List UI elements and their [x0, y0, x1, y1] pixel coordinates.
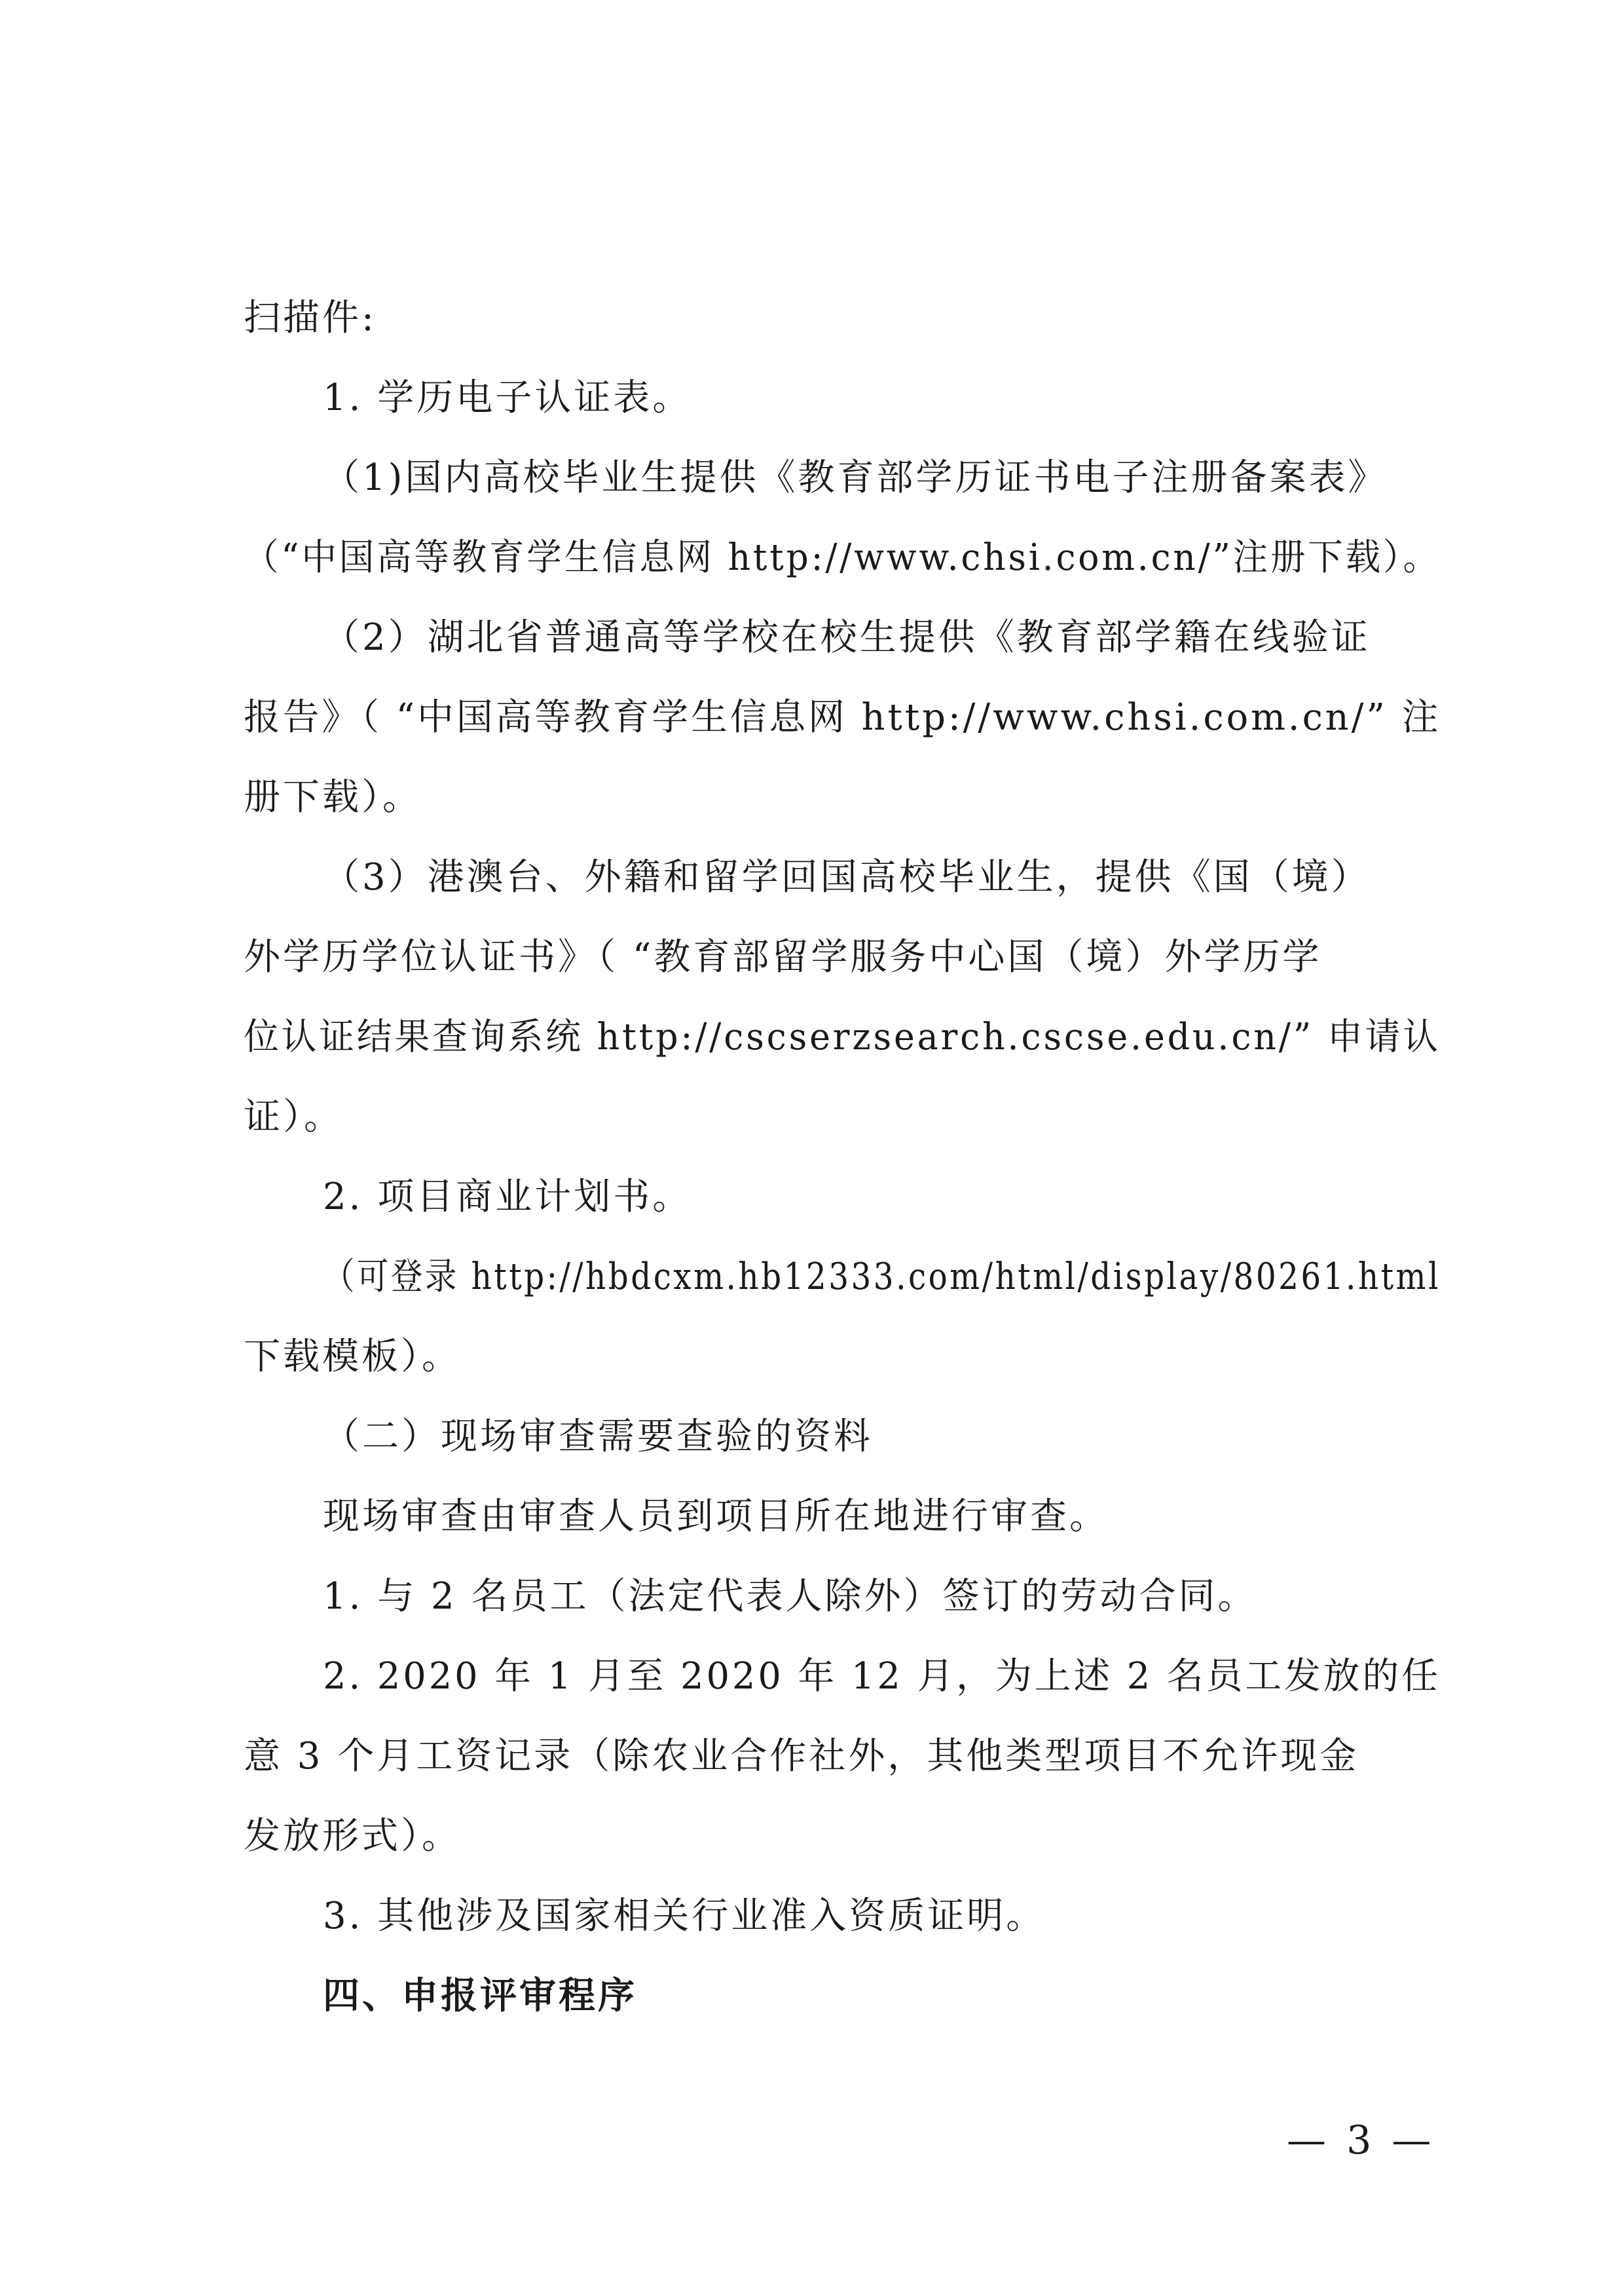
- text-line-17: 1. 与 2 名员工（法定代表人除外）签订的劳动合同。: [323, 1575, 1257, 1618]
- section-heading: 四、申报评审程序: [323, 1975, 637, 2017]
- text-line-15: （二）现场审查需要查验的资料: [323, 1415, 873, 1458]
- text-line-9: 外学历学位认证书》（ “教育部留学服务中心国（境）外学历学: [244, 936, 1322, 979]
- text-line-19: 意 3 个月工资记录（除农业合作社外，其他类型项目不允许现金: [244, 1735, 1359, 1778]
- text-line-12: 2. 项目商业计划书。: [323, 1176, 692, 1218]
- text-line-7: 册下载）。: [244, 776, 422, 819]
- text-line-20: 发放形式）。: [244, 1815, 461, 1857]
- text-line-6: 报告》（ “中国高等教育学生信息网 http://www.chsi.com.cn/” 注: [244, 696, 1441, 739]
- page-number: — 3 —: [1287, 2118, 1435, 2163]
- text-line-21: 3. 其他涉及国家相关行业准入资质证明。: [323, 1895, 1046, 1937]
- text-line-13: （可登录 http://hbdcxm.hb12333.com/html/display/80261.html: [323, 1256, 1441, 1298]
- text-line-16: 现场审查由审查人员到项目所在地进行审查。: [323, 1495, 1109, 1538]
- text-line-5: （2）湖北省普通高等学校在校生提供《教育部学籍在线验证: [323, 616, 1371, 659]
- text-line-10: 位认证结果查询系统 http://cscserzsearch.cscse.edu.cn/” 申请认: [244, 1016, 1441, 1058]
- text-line-4: （“中国高等教育学生信息网 http://www.chsi.com.cn/”注册下载）。: [244, 536, 1441, 579]
- text-line-3: （1)国内高校毕业生提供《教育部学历证书电子注册备案表》: [323, 457, 1388, 499]
- text-line-11: 证）。: [244, 1096, 343, 1138]
- text-line-8: （3）港澳台、外籍和留学回国高校毕业生，提供《国（境）: [323, 856, 1371, 899]
- text-line-14: 下载模板）。: [244, 1335, 461, 1378]
- text-line-1: 扫描件:: [244, 297, 377, 339]
- text-line-18: 2. 2020 年 1 月至 2020 年 12 月，为上述 2 名员工发放的任: [323, 1655, 1441, 1698]
- text-line-2: 1. 学历电子认证表。: [323, 377, 692, 419]
